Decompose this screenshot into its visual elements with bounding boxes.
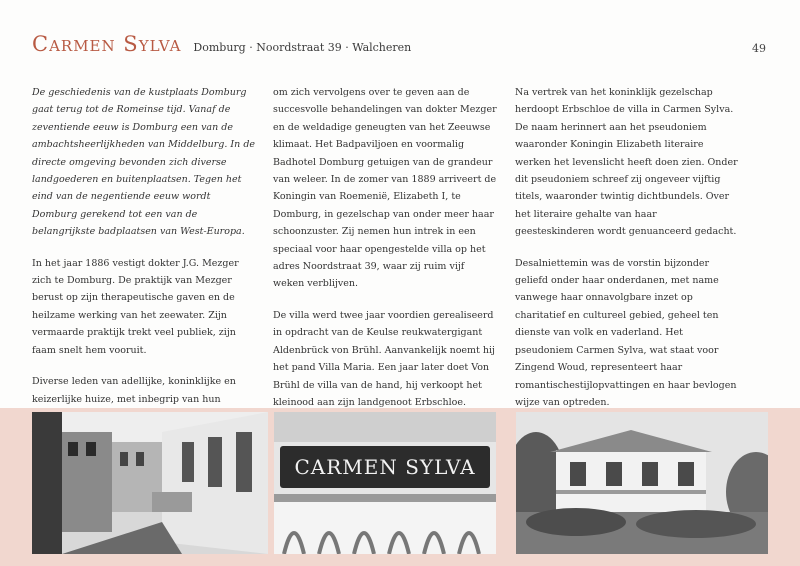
page-header [32, 32, 411, 56]
text-column-1 [32, 84, 256, 457]
paragraph: In het jaar 1886 vestigt dokter J.G. Mezger zich te Domburg. De praktijk van Mezger berust op zijn therapeutische gaven en de heilzame werking van het zeewater. Zijn vermaarde praktijk trekt veel publiek, zijn faam snelt hem vooruit. [32, 257, 239, 356]
paragraph: Diverse leden van adellijke, koninklijke en keizerlijke huize, met inbegrip van hun [32, 376, 236, 405]
paragraph: om zich vervolgens over te geven aan de succesvolle behandelingen van dokter Mezger en de weldadige geneugten van het Zeeuwse klimaat. Het Badpaviljoen en voormalig Badhotel Domburg getuigen van de grandeur van weleer. In de zomer van 1889 arriveert de Koningin van Roemenië, Elizabeth I, te Domburg, in gezelschap van onder meer haar schoonzuster. Zij nemen hun intrek in een speciaal voor haar opengestelde villa op het adres Noordstraat 39, waar zij ruim vijf weken verblijven. [273, 87, 497, 290]
paragraph: Na vertrek van het koninklijk gezelschap herdoopt Erbschloe de villa in Carmen Sylva. De naam herinnert aan het pseudoniem waaronder Koningin Elizabeth literaire werken het levenslicht heeft doen zien. Onder dit pseudoniem schreef zij ongeveer vijftig titels, waaronder twintig dichtbundels. Over het literaire gehalte van haar geesteskinderen wordt genuanceerd gedacht. [515, 87, 738, 238]
villa-photo [516, 412, 768, 554]
text-column-2 [273, 84, 497, 425]
sign-photo [274, 412, 496, 554]
page-title: Carmen Sylva [32, 32, 182, 56]
paragraph: Desalniettemin was de vorstin bijzonder geliefd onder haar onderdanen, met name vanwege haar onnavolgbare inzet op charitatief en cultureel gebied, geheel ten dienste van volk en vaderland. Het pseudoniem Carmen Sylva, wat staat voor Zingend Woud, representeert haar romantischestijlopvattingen en haar bevlogen wijze van optreden. [515, 257, 737, 408]
page-subtitle: Domburg · Noordstraat 39 · Walcheren [193, 41, 412, 54]
paragraph: De villa werd twee jaar voordien gerealiseerd in opdracht van de Keulse reukwatergigant Aldenbrück von Brühl. Aanvankelijk noemt hij het pand Villa Maria. Een jaar later doet Von Brühl de villa van de hand, hij verkoopt het kleinood aan zijn landgenoot Erbschloe. [273, 309, 495, 408]
paragraph: De geschiedenis van de kustplaats Domburg gaat terug tot de Romeinse tijd. Vanaf de zeventiende eeuw is Domburg een van de ambachtsheerlijkheden van Middelburg. In de directe omgeving bevonden zich diverse landgoederen en buitenplaatsen. Tegen het eind van de negentiende eeuw wordt Domburg gerekend tot een van de belangrijkste badplaatsen van West-Europa. [32, 87, 256, 238]
page-number: 49 [752, 42, 766, 55]
text-column-3 [515, 84, 739, 425]
street-photo [32, 412, 268, 554]
sign-text: CARMEN SYLVA [294, 455, 476, 479]
